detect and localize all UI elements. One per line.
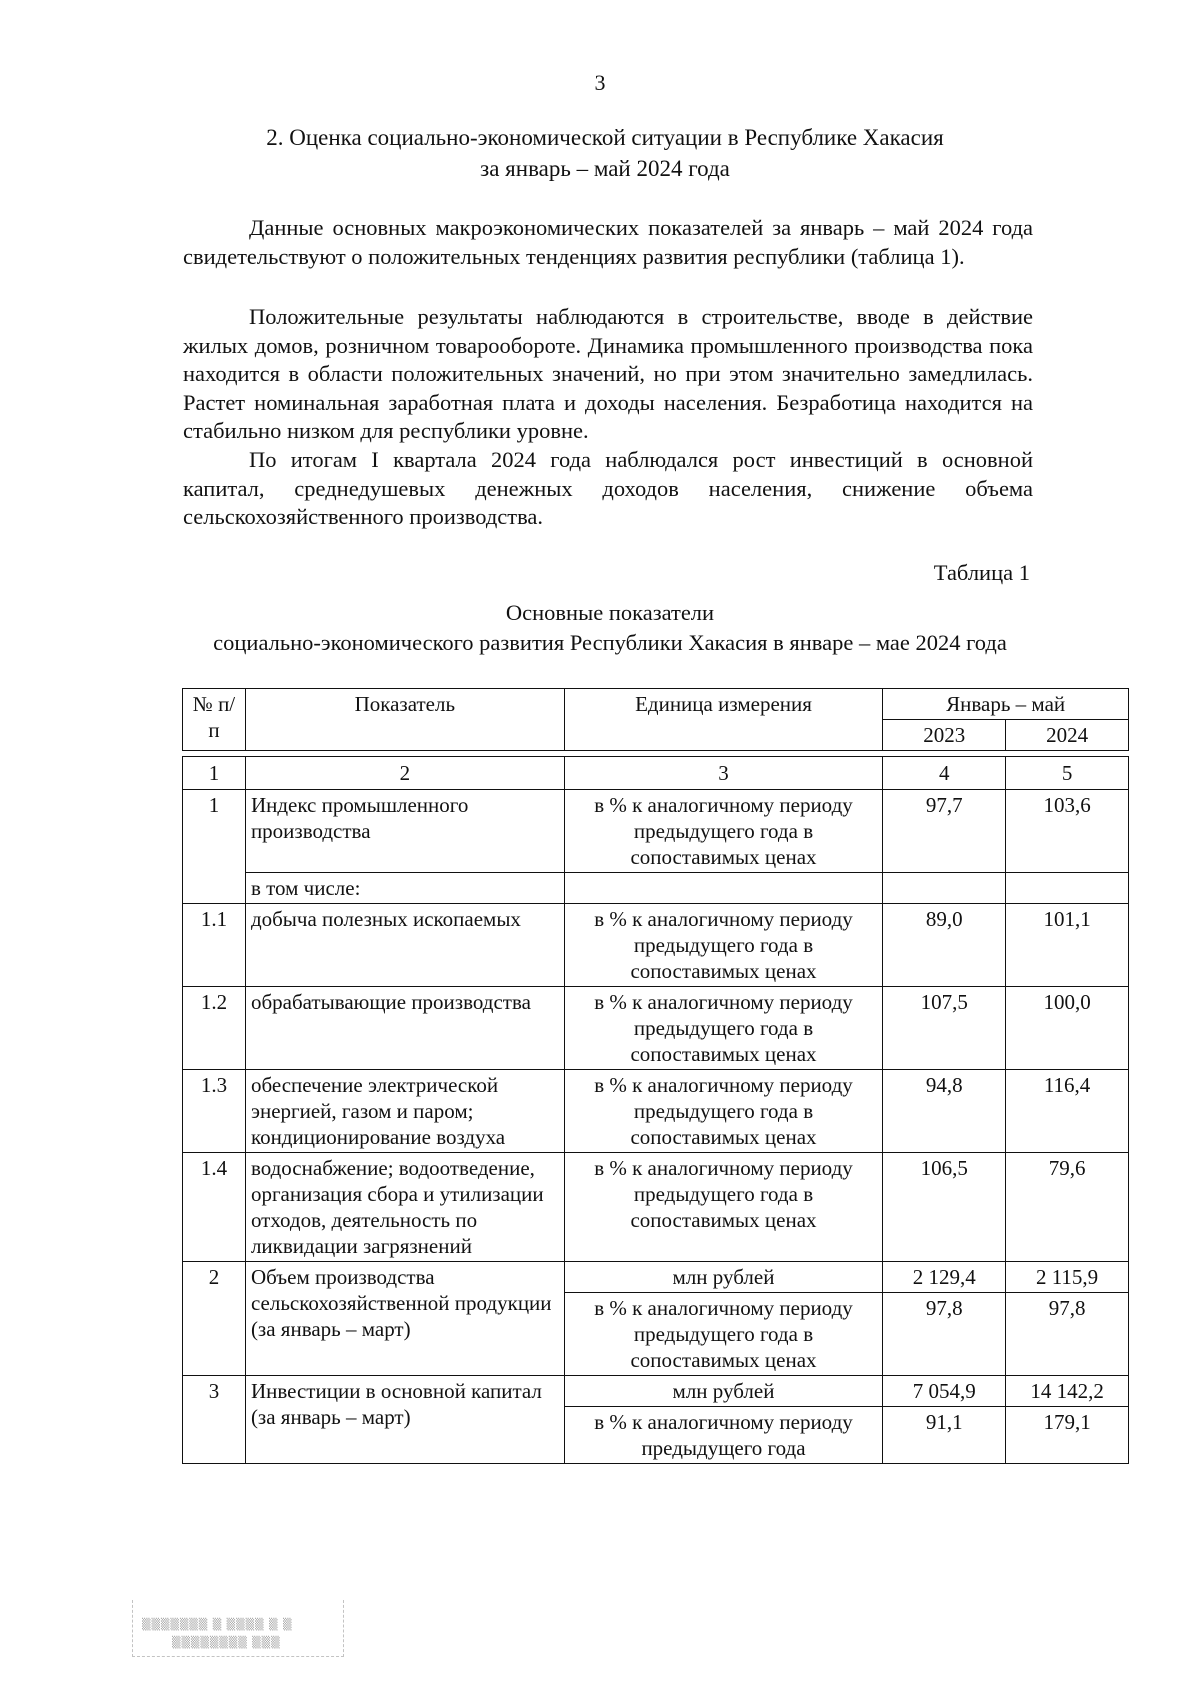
table-title-line-2: социально-экономического развития Республики Хакасия в январе – мае 2024 года	[213, 630, 1007, 655]
row-unit: в % к аналогичному периоду предыдущего года в сопоставимых ценах	[564, 1293, 883, 1376]
header-year-2024: 2024	[1006, 720, 1129, 751]
row-unit: млн рублей	[564, 1376, 883, 1407]
row-unit: в % к аналогичному периоду предыдущего года в сопоставимых ценах	[564, 904, 883, 987]
registration-stamp	[132, 1590, 352, 1662]
col-number-5: 5	[1006, 757, 1129, 790]
row-indicator: Объем производства сельскохозяйственной продукции (за январь – март)	[245, 1262, 564, 1376]
row-no: 1.4	[183, 1153, 246, 1262]
row-indicator: водоснабжение; водоотведение, организация сбора и утилизации отходов, деятельность по ликвидации загрязнений	[245, 1153, 564, 1262]
table-row	[183, 1070, 1129, 1153]
row-value-2024: 97,8	[1006, 1293, 1129, 1376]
column-numbers-row	[183, 757, 1129, 790]
row-indicator: в том числе:	[245, 873, 564, 904]
row-no: 1.1	[183, 904, 246, 987]
row-indicator: Инвестиции в основной капитал (за январь – март)	[245, 1376, 564, 1464]
stamp-text-line-2: ▒▒▒▒▒▒▒▒ ▒▒▒	[172, 1636, 281, 1649]
col-number-2: 2	[245, 757, 564, 790]
row-value-2024: 79,6	[1006, 1153, 1129, 1262]
row-value-2024: 116,4	[1006, 1070, 1129, 1153]
row-value-2023: 89,0	[883, 904, 1006, 987]
table-row	[183, 904, 1129, 987]
table-row	[183, 873, 1129, 904]
table-header-row	[183, 689, 1129, 720]
row-no: 1.3	[183, 1070, 246, 1153]
row-value-2024: 100,0	[1006, 987, 1129, 1070]
row-value-2024: 2 115,9	[1006, 1262, 1129, 1293]
row-indicator: обрабатывающие производства	[245, 987, 564, 1070]
paragraph-3: По итогам I квартала 2024 года наблюдался рост инвестиций в основной капитал, среднедушевых денежных доходов населения, снижение объема сельскохозяйственного производства.	[183, 447, 1033, 529]
table-row	[183, 1262, 1129, 1293]
row-value-2023: 97,8	[883, 1293, 1006, 1376]
col-number-3: 3	[564, 757, 883, 790]
col-number-1: 1	[183, 757, 246, 790]
row-indicator: обеспечение электрической энергией, газом и паром; кондиционирование воздуха	[245, 1070, 564, 1153]
row-no: 1	[183, 790, 246, 904]
row-value-2024: 179,1	[1006, 1407, 1129, 1464]
page-number: 3	[594, 70, 606, 95]
row-unit: в % к аналогичному периоду предыдущего года	[564, 1407, 883, 1464]
row-no: 3	[183, 1376, 246, 1464]
row-value-2023: 91,1	[883, 1407, 1006, 1464]
row-value-empty	[883, 873, 1006, 904]
row-unit: в % к аналогичному периоду предыдущего года в сопоставимых ценах	[564, 987, 883, 1070]
col-number-4: 4	[883, 757, 1006, 790]
header-period: Январь – май	[883, 689, 1129, 720]
row-value-2023: 7 054,9	[883, 1376, 1006, 1407]
row-indicator: Индекс промышленного производства	[245, 790, 564, 873]
row-value-2023: 94,8	[883, 1070, 1006, 1153]
header-year-2023: 2023	[883, 720, 1006, 751]
row-value-2024: 101,1	[1006, 904, 1129, 987]
table-row	[183, 790, 1129, 873]
heading-line-1: 2. Оценка социально-экономической ситуации в Республике Хакасия	[266, 125, 944, 150]
row-unit-empty	[564, 873, 883, 904]
paragraph-1: Данные основных макроэкономических показателей за январь – май 2024 года свидетельствуют о положительных тенденциях развития республики (таблица 1).	[183, 215, 1033, 269]
table-title-line-1: Основные показатели	[505, 600, 715, 625]
row-unit: в % к аналогичному периоду предыдущего года в сопоставимых ценах	[564, 1070, 883, 1153]
row-unit: млн рублей	[564, 1262, 883, 1293]
row-value-2023: 107,5	[883, 987, 1006, 1070]
row-unit: в % к аналогичному периоду предыдущего года в сопоставимых ценах	[564, 790, 883, 873]
row-value-2023: 2 129,4	[883, 1262, 1006, 1293]
header-indicator: Показатель	[245, 689, 564, 751]
header-no: № п/п	[183, 689, 246, 751]
stamp-text-line-1: ▒▒▒▒▒▒▒ ▒ ▒▒▒▒ ▒ ▒	[142, 1618, 293, 1631]
paragraph-2: Положительные результаты наблюдаются в строительстве, вводе в действие жилых домов, розничном товарообороте. Динамика промышленного производства пока находится в области положительных значений, но при этом значительно замедлилась. Растет номинальная заработная плата и доходы населения. Безработица находится на стабильно низком для республики уровне.	[183, 304, 1033, 443]
table-row	[183, 987, 1129, 1070]
indicators-table	[182, 688, 1129, 1464]
section-heading	[180, 122, 1030, 184]
table-row	[183, 1376, 1129, 1407]
row-value-empty	[1006, 873, 1129, 904]
row-indicator: добыча полезных ископаемых	[245, 904, 564, 987]
row-value-2023: 106,5	[883, 1153, 1006, 1262]
row-no: 1.2	[183, 987, 246, 1070]
table-row	[183, 1153, 1129, 1262]
row-value-2023: 97,7	[883, 790, 1006, 873]
row-value-2024: 14 142,2	[1006, 1376, 1129, 1407]
row-unit: в % к аналогичному периоду предыдущего года в сопоставимых ценах	[564, 1153, 883, 1262]
row-no: 2	[183, 1262, 246, 1376]
header-unit: Единица измерения	[564, 689, 883, 751]
table-title	[175, 598, 1045, 658]
heading-line-2: за январь – май 2024 года	[480, 156, 730, 181]
row-value-2024: 103,6	[1006, 790, 1129, 873]
table-label: Таблица 1	[933, 560, 1030, 585]
